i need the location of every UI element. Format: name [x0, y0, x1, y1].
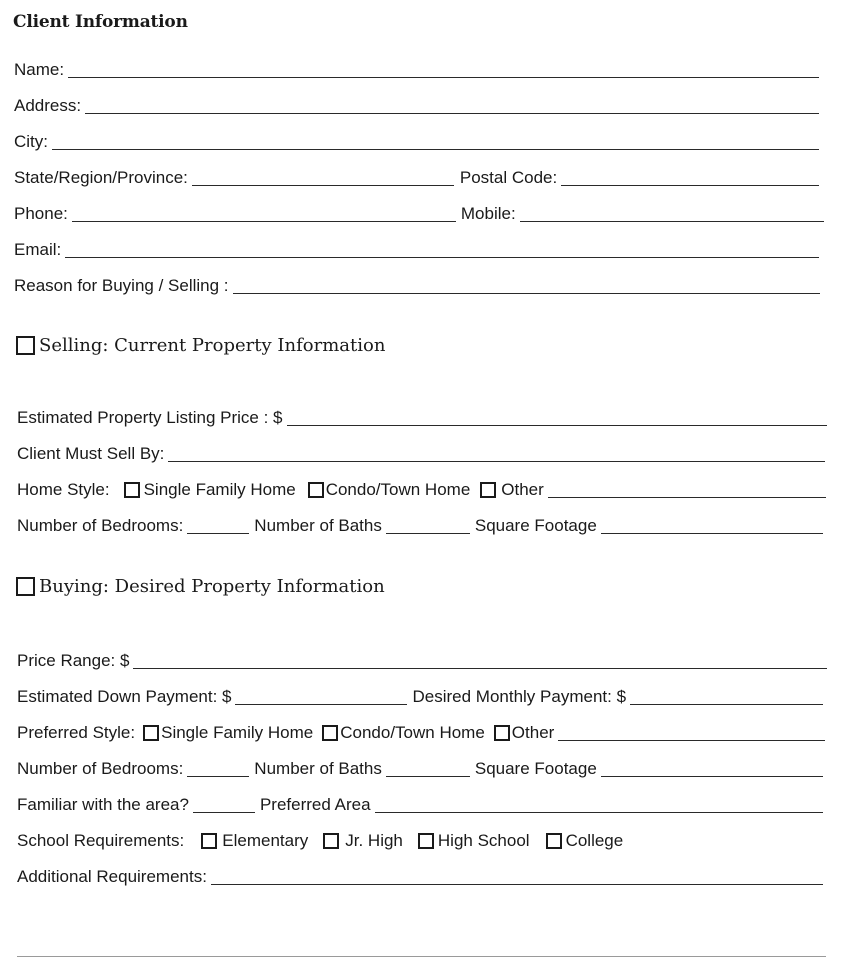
school-row [17, 828, 717, 852]
selling-sqft-field[interactable] [601, 518, 823, 534]
selling-baths-label: Number of Baths [254, 516, 382, 535]
buying-bedrooms-label: Number of Bedrooms: [17, 759, 184, 778]
name-row [14, 57, 819, 81]
reason-field[interactable] [233, 278, 820, 294]
school-high-checkbox[interactable] [418, 833, 434, 849]
phone-label: Phone: [14, 204, 68, 223]
bottom-divider [17, 956, 826, 957]
email-row [14, 237, 819, 261]
city-field[interactable] [52, 134, 819, 150]
down-payment-field[interactable] [235, 689, 407, 705]
postal-code-field[interactable] [561, 170, 819, 186]
preferred-style-row [17, 720, 825, 744]
phone-mobile-row [14, 201, 824, 225]
buying-checkbox[interactable] [16, 577, 35, 596]
selling-baths-field[interactable] [386, 518, 470, 534]
address-row [14, 93, 819, 117]
home-style-row [17, 477, 826, 501]
buying-condo-label: Condo/Town Home [340, 723, 485, 742]
buying-sqft-field[interactable] [601, 761, 823, 777]
buying-section-heading [16, 576, 385, 597]
school-high-label: High School [437, 831, 530, 850]
listing-price-label: Estimated Property Listing Price : $ [17, 408, 283, 427]
selling-other-checkbox[interactable] [480, 482, 496, 498]
selling-other-field[interactable] [548, 482, 826, 498]
preferred-area-label: Preferred Area [259, 795, 371, 814]
selling-single-family-checkbox[interactable] [124, 482, 140, 498]
preferred-area-field[interactable] [375, 797, 823, 813]
selling-bedrooms-field[interactable] [187, 518, 249, 534]
additional-row [17, 864, 823, 888]
selling-single-family-label: Single Family Home [143, 480, 296, 499]
buying-bedrooms-field[interactable] [187, 761, 249, 777]
buying-baths-field[interactable] [386, 761, 470, 777]
name-field[interactable] [68, 62, 819, 78]
school-elementary-label: Elementary [222, 831, 309, 850]
email-field[interactable] [65, 242, 819, 258]
selling-rooms-row [17, 513, 823, 537]
payment-row [17, 684, 823, 708]
state-postal-row [14, 165, 819, 189]
buying-other-label: Other [511, 723, 555, 742]
buying-single-family-checkbox[interactable] [143, 725, 159, 741]
buying-condo-checkbox[interactable] [322, 725, 338, 741]
selling-sqft-label: Square Footage [474, 516, 597, 535]
buying-heading-label: Buying: Desired Property Information [39, 576, 385, 597]
listing-price-field[interactable] [287, 410, 827, 426]
preferred-style-label: Preferred Style: [17, 723, 136, 742]
name-label: Name: [14, 60, 65, 79]
state-label: State/Region/Province: [14, 168, 188, 187]
form-title: Client Information [13, 12, 188, 32]
city-row [14, 129, 819, 153]
price-range-label: Price Range: $ [17, 651, 130, 670]
address-field[interactable] [85, 98, 819, 114]
mobile-label: Mobile: [460, 204, 516, 223]
selling-other-label: Other [501, 480, 544, 499]
price-range-row [17, 648, 827, 672]
phone-field[interactable] [72, 206, 456, 222]
down-payment-label: Estimated Down Payment: $ [17, 687, 232, 706]
school-elementary-checkbox[interactable] [201, 833, 217, 849]
price-range-field[interactable] [133, 653, 827, 669]
state-field[interactable] [192, 170, 454, 186]
additional-label: Additional Requirements: [17, 867, 207, 886]
buying-single-family-label: Single Family Home [161, 723, 314, 742]
familiar-row [17, 792, 823, 816]
sell-by-label: Client Must Sell By: [17, 444, 165, 463]
familiar-field[interactable] [193, 797, 255, 813]
school-college-checkbox[interactable] [546, 833, 562, 849]
buying-rooms-row [17, 756, 823, 780]
email-label: Email: [14, 240, 62, 259]
sell-by-row [17, 441, 825, 465]
address-label: Address: [14, 96, 82, 115]
additional-field[interactable] [211, 869, 823, 885]
selling-checkbox[interactable] [16, 336, 35, 355]
selling-condo-checkbox[interactable] [308, 482, 324, 498]
school-college-label: College [565, 831, 624, 850]
selling-section-heading [16, 335, 385, 356]
mobile-field[interactable] [520, 206, 824, 222]
buying-baths-label: Number of Baths [254, 759, 382, 778]
selling-condo-label: Condo/Town Home [325, 480, 471, 499]
familiar-label: Familiar with the area? [17, 795, 189, 814]
postal-code-label: Postal Code: [459, 168, 558, 187]
selling-bedrooms-label: Number of Bedrooms: [17, 516, 184, 535]
reason-label: Reason for Buying / Selling : [14, 276, 229, 295]
school-jrhigh-checkbox[interactable] [323, 833, 339, 849]
sell-by-field[interactable] [168, 446, 825, 462]
buying-other-field[interactable] [558, 725, 825, 741]
home-style-label: Home Style: [17, 480, 110, 499]
school-label: School Requirements: [17, 831, 185, 850]
school-jrhigh-label: Jr. High [345, 831, 403, 850]
listing-price-row [17, 405, 827, 429]
reason-row [14, 273, 820, 297]
monthly-payment-label: Desired Monthly Payment: $ [412, 687, 627, 706]
selling-heading-label: Selling: Current Property Information [39, 335, 386, 356]
buying-sqft-label: Square Footage [474, 759, 597, 778]
buying-other-checkbox[interactable] [494, 725, 510, 741]
monthly-payment-field[interactable] [630, 689, 823, 705]
city-label: City: [14, 132, 48, 151]
